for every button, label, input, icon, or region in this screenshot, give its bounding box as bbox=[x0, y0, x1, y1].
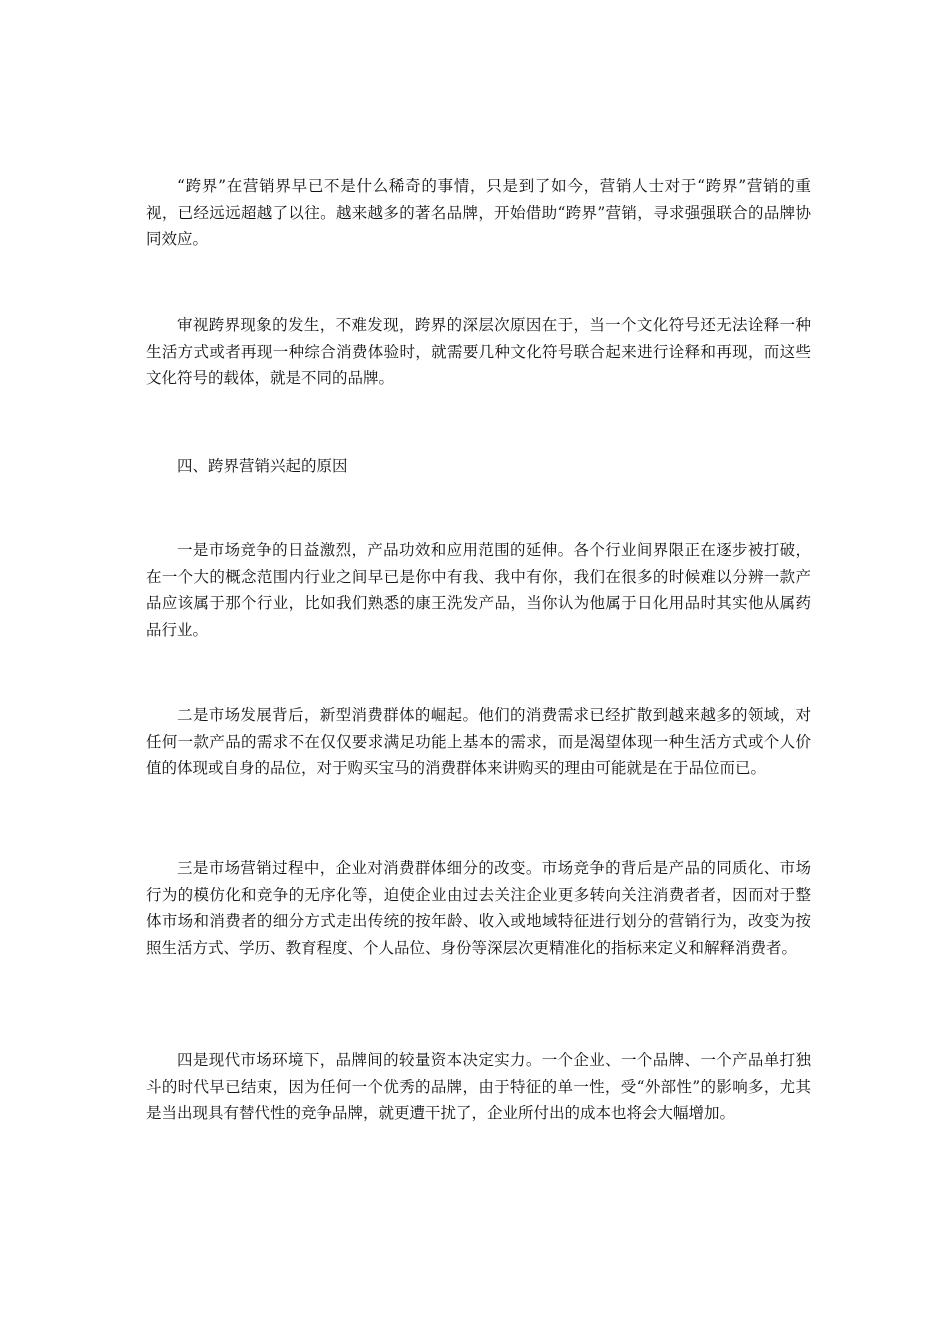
paragraph-reason-one: 一是市场竞争的日益激烈，产品功效和应用范围的延伸。各个行业间界限正在逐步被打破，在一个大的概念范围内行业之间早已是你中有我、我中有你，我们在很多的时候难以分辨一款产品应该属于那个行业，比如我们熟悉的康王洗发产品，当你认为他属于日化用品时其实他从属药品行业。 bbox=[146, 541, 811, 639]
paragraph-cross-border-intro: “跨界”在营销界早已不是什么稀奇的事情，只是到了如今，营销人士对于“跨界”营销的重视，已经远远超越了以往。越来越多的著名品牌，开始借助“跨界”营销，寻求强强联合的品牌协同效应。 bbox=[146, 177, 811, 248]
paragraph-reason-two: 二是市场发展背后，新型消费群体的崛起。他们的消费需求已经扩散到越来越多的领域，对任何一款产品的需求不在仅仅要求满足功能上基本的需求，而是渴望体现一种生活方式或个人价值的体现或自身的品位，对于购买宝马的消费群体来讲购买的理由可能就是在于品位而已。 bbox=[146, 706, 811, 777]
paragraph-reason-three: 三是市场营销过程中，企业对消费群体细分的改变。市场竞争的背后是产品的同质化、市场行为的模仿化和竞争的无序化等，迫使企业由过去关注企业更多转向关注消费者者，因而对于整体市场和消费者的细分方式走出传统的按年龄、收入或地域特征进行划分的营销行为，改变为按照生活方式、学历、教育程度、个人品位、身份等深层次更精准化的指标来定义和解释消费者。 bbox=[146, 859, 811, 957]
paragraph-reason-four: 四是现代市场环境下，品牌间的较量资本决定实力。一个企业、一个品牌、一个产品单打独斗的时代早已结束，因为任何一个优秀的品牌，由于特征的单一性，受“外部性”的影响多，尤其是当出现具有替代性的竞争品牌，就更遭干扰了，企业所付出的成本也将会大幅增加。 bbox=[146, 1051, 811, 1122]
section-heading: 四、跨界营销兴起的原因 bbox=[177, 457, 348, 475]
paragraph-cross-border-reason: 审视跨界现象的发生，不难发现，跨界的深层次原因在于，当一个文化符号还无法诠释一种生活方式或者再现一种综合消费体验时，就需要几种文化符号联合起来进行诠释和再现，而这些文化符号的载体，就是不同的品牌。 bbox=[146, 316, 811, 387]
